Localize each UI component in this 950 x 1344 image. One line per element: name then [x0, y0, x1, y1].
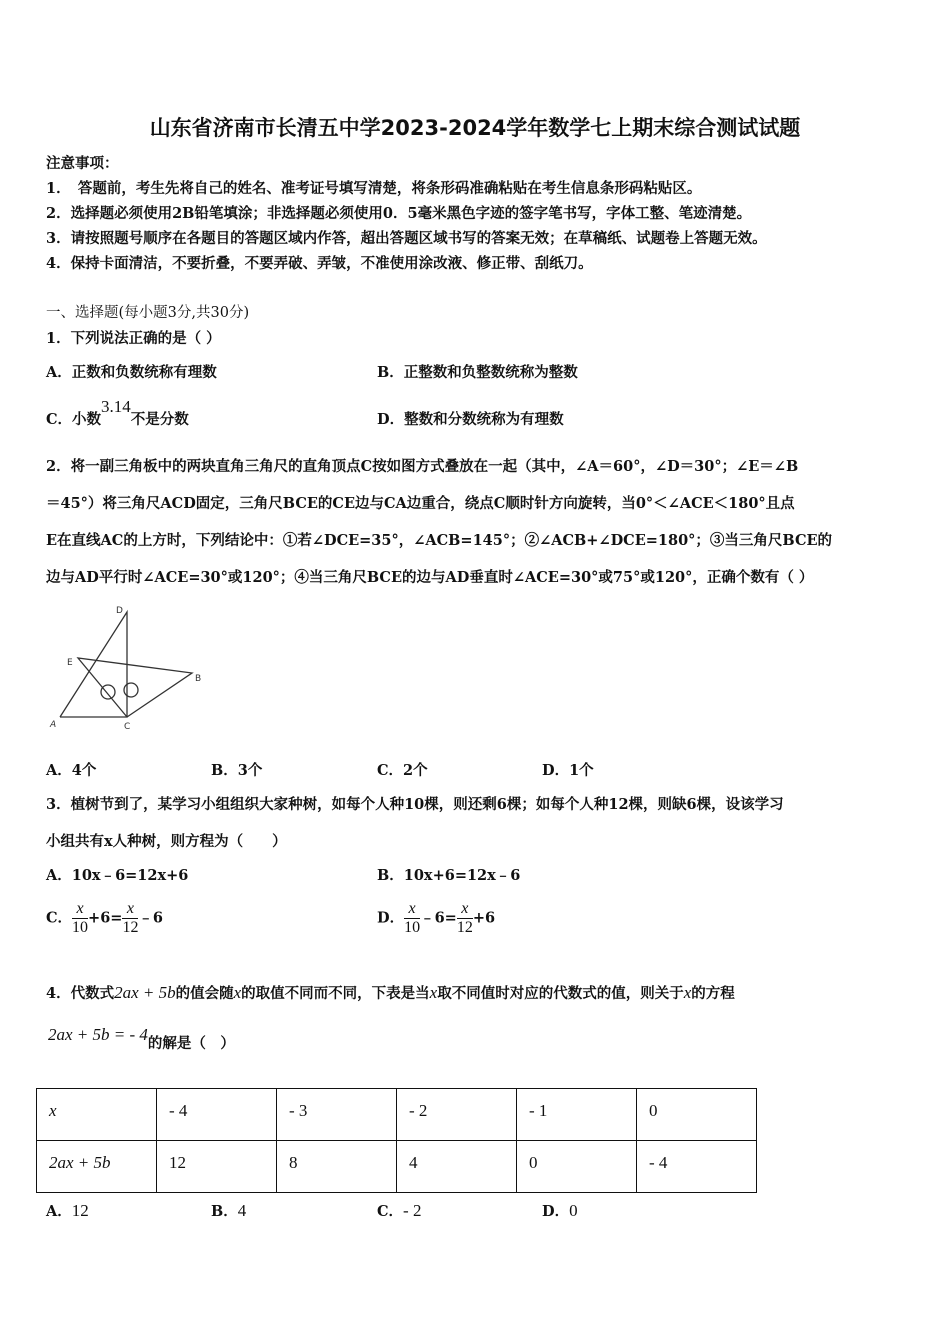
operator: ﹣6= [420, 909, 457, 927]
operator: +6 [472, 909, 496, 927]
option-label: C． [46, 909, 73, 927]
q1-stem: 1．下列说法正确的是（ ） [46, 330, 221, 347]
q2-option-a[interactable]: A．4个 [46, 762, 97, 779]
q3-option-a[interactable]: A．10x﹣6=12x+6 [46, 867, 189, 884]
notice-item: 1． 答题前，考生先将自己的姓名、准考证号填写清楚，将条形码准确粘贴在考生信息条形码粘贴区。 [46, 180, 702, 197]
q1-c-post: 不是分数 [130, 411, 189, 428]
fraction: $\frac{x}{12}$ [122, 900, 139, 936]
table-cell: 8 [277, 1141, 397, 1193]
fraction: $\frac{x}{12}$ [456, 900, 473, 936]
q2-option-d[interactable]: D．1个 [542, 762, 594, 779]
q2-option-c[interactable]: C．2个 [377, 762, 428, 779]
q4-option-a[interactable]: A．12 [46, 1201, 89, 1220]
table-cell: - 4 [637, 1141, 757, 1193]
page-title: 山东省济南市长清五中学2023-2024学年数学七上期末综合测试试题 [149, 116, 801, 140]
notice-item: 2．选择题必须使用2B铅笔填涂；非选择题必须使用0．5毫米黑色字迹的签字笔书写，字体工整、笔迹清楚。 [46, 205, 752, 222]
table-cell: - 1 [517, 1089, 637, 1141]
q2-triangle-diagram [0, 595, 230, 740]
table-cell: 2ax + 5b [37, 1141, 157, 1193]
q4-value-table [36, 1088, 757, 1193]
operator: +6= [88, 909, 123, 927]
table-cell: 12 [157, 1141, 277, 1193]
table-cell: 0 [517, 1141, 637, 1193]
table-row [37, 1089, 757, 1141]
angle-mark [101, 685, 115, 699]
q1-option-d[interactable]: D．整数和分数统称为有理数 [377, 411, 564, 428]
label-e: E [67, 658, 73, 668]
q2-line: ＝45°）将三角尺ACD固定，三角尺BCE的CE边与CA边重合，绕点C顺时针方向旋转，当0°＜∠ACE＜180°且点 [46, 495, 795, 512]
label-b: B [195, 674, 202, 684]
q2-line: 2．将一副三角板中的两块直角三角尺的直角顶点C按如图方式叠放在一起（其中，∠A＝60°，∠D＝30°；∠E＝∠B [46, 458, 799, 475]
q2-line: 边与AD平行时∠ACE=30°或120°；④当三角尺BCE的边与AD垂直时∠ACE=30°或75°或120°，正确个数有（ ） [46, 569, 814, 586]
q1-option-b[interactable]: B．正整数和负整数统称为整数 [377, 364, 578, 381]
option-label: D． [377, 909, 405, 927]
fraction: $\frac{x}{10}$ [72, 900, 89, 936]
label-c: C [124, 722, 131, 732]
q1-option-c[interactable] [46, 397, 189, 429]
q2-line: E在直线AC的上方时，下列结论中：①若∠DCE=35°，∠ACB=145°；②∠ACB+∠DCE=180°；③当三角尺BCE的 [46, 532, 833, 549]
notice-item: 4．保持卡面清洁，不要折叠，不要弄破、弄皱，不准使用涂改液、修正带、刮纸刀。 [46, 255, 593, 272]
section-heading: 一、选择题(每小题3分,共30分) [46, 305, 250, 321]
q3-line: 小组共有x人种树，则方程为（ ） [46, 833, 287, 850]
fraction: $\frac{x}{10}$ [404, 900, 421, 936]
q2-option-b[interactable]: B．3个 [211, 762, 263, 779]
q3-line: 3．植树节到了，某学习小组组织大家种树，如每个人种10棵，则还剩6棵；如每个人种12棵，则缺6棵，设该学习 [46, 796, 784, 813]
notice-item: 3．请按照题号顺序在各题目的答题区域内作答，超出答题区域书写的答案无效；在草稿纸、试题卷上答题无效。 [46, 230, 767, 247]
q1-option-a[interactable]: A．正数和负数统称有理数 [46, 364, 217, 381]
angle-mark [124, 683, 138, 697]
q4-option-b[interactable]: B．4 [211, 1201, 247, 1220]
q4-option-d[interactable]: D．0 [542, 1201, 578, 1220]
q1-c-pre: C．小数 [46, 411, 102, 428]
table-cell: - 4 [157, 1089, 277, 1141]
table-cell: - 2 [397, 1089, 517, 1141]
q3-option-d[interactable] [377, 900, 495, 937]
q3-option-c[interactable] [46, 900, 163, 937]
label-d: D [116, 606, 123, 616]
q3-option-b[interactable]: B．10x+6=12x﹣6 [377, 867, 521, 884]
q1-c-num: 3.14 [101, 397, 131, 416]
table-row [37, 1141, 757, 1193]
operator: ﹣6 [138, 909, 164, 927]
table-cell: 4 [397, 1141, 517, 1193]
q4-option-c[interactable]: C．- 2 [377, 1201, 422, 1220]
q4-equation: 2ax + 5b = - 4的解是（ ） [48, 1025, 235, 1052]
table-cell: x [37, 1089, 157, 1141]
triangle-bce [78, 658, 192, 717]
table-cell: - 3 [277, 1089, 397, 1141]
label-a: A [50, 720, 57, 730]
notice-heading: 注意事项： [46, 155, 119, 172]
q4-stem: 4．代数式2ax + 5b的值会随x的取值不同而不同，下表是当x取不同值时对应的代数式的值，则关于x的方程 [46, 983, 735, 1002]
table-cell: 0 [637, 1089, 757, 1141]
